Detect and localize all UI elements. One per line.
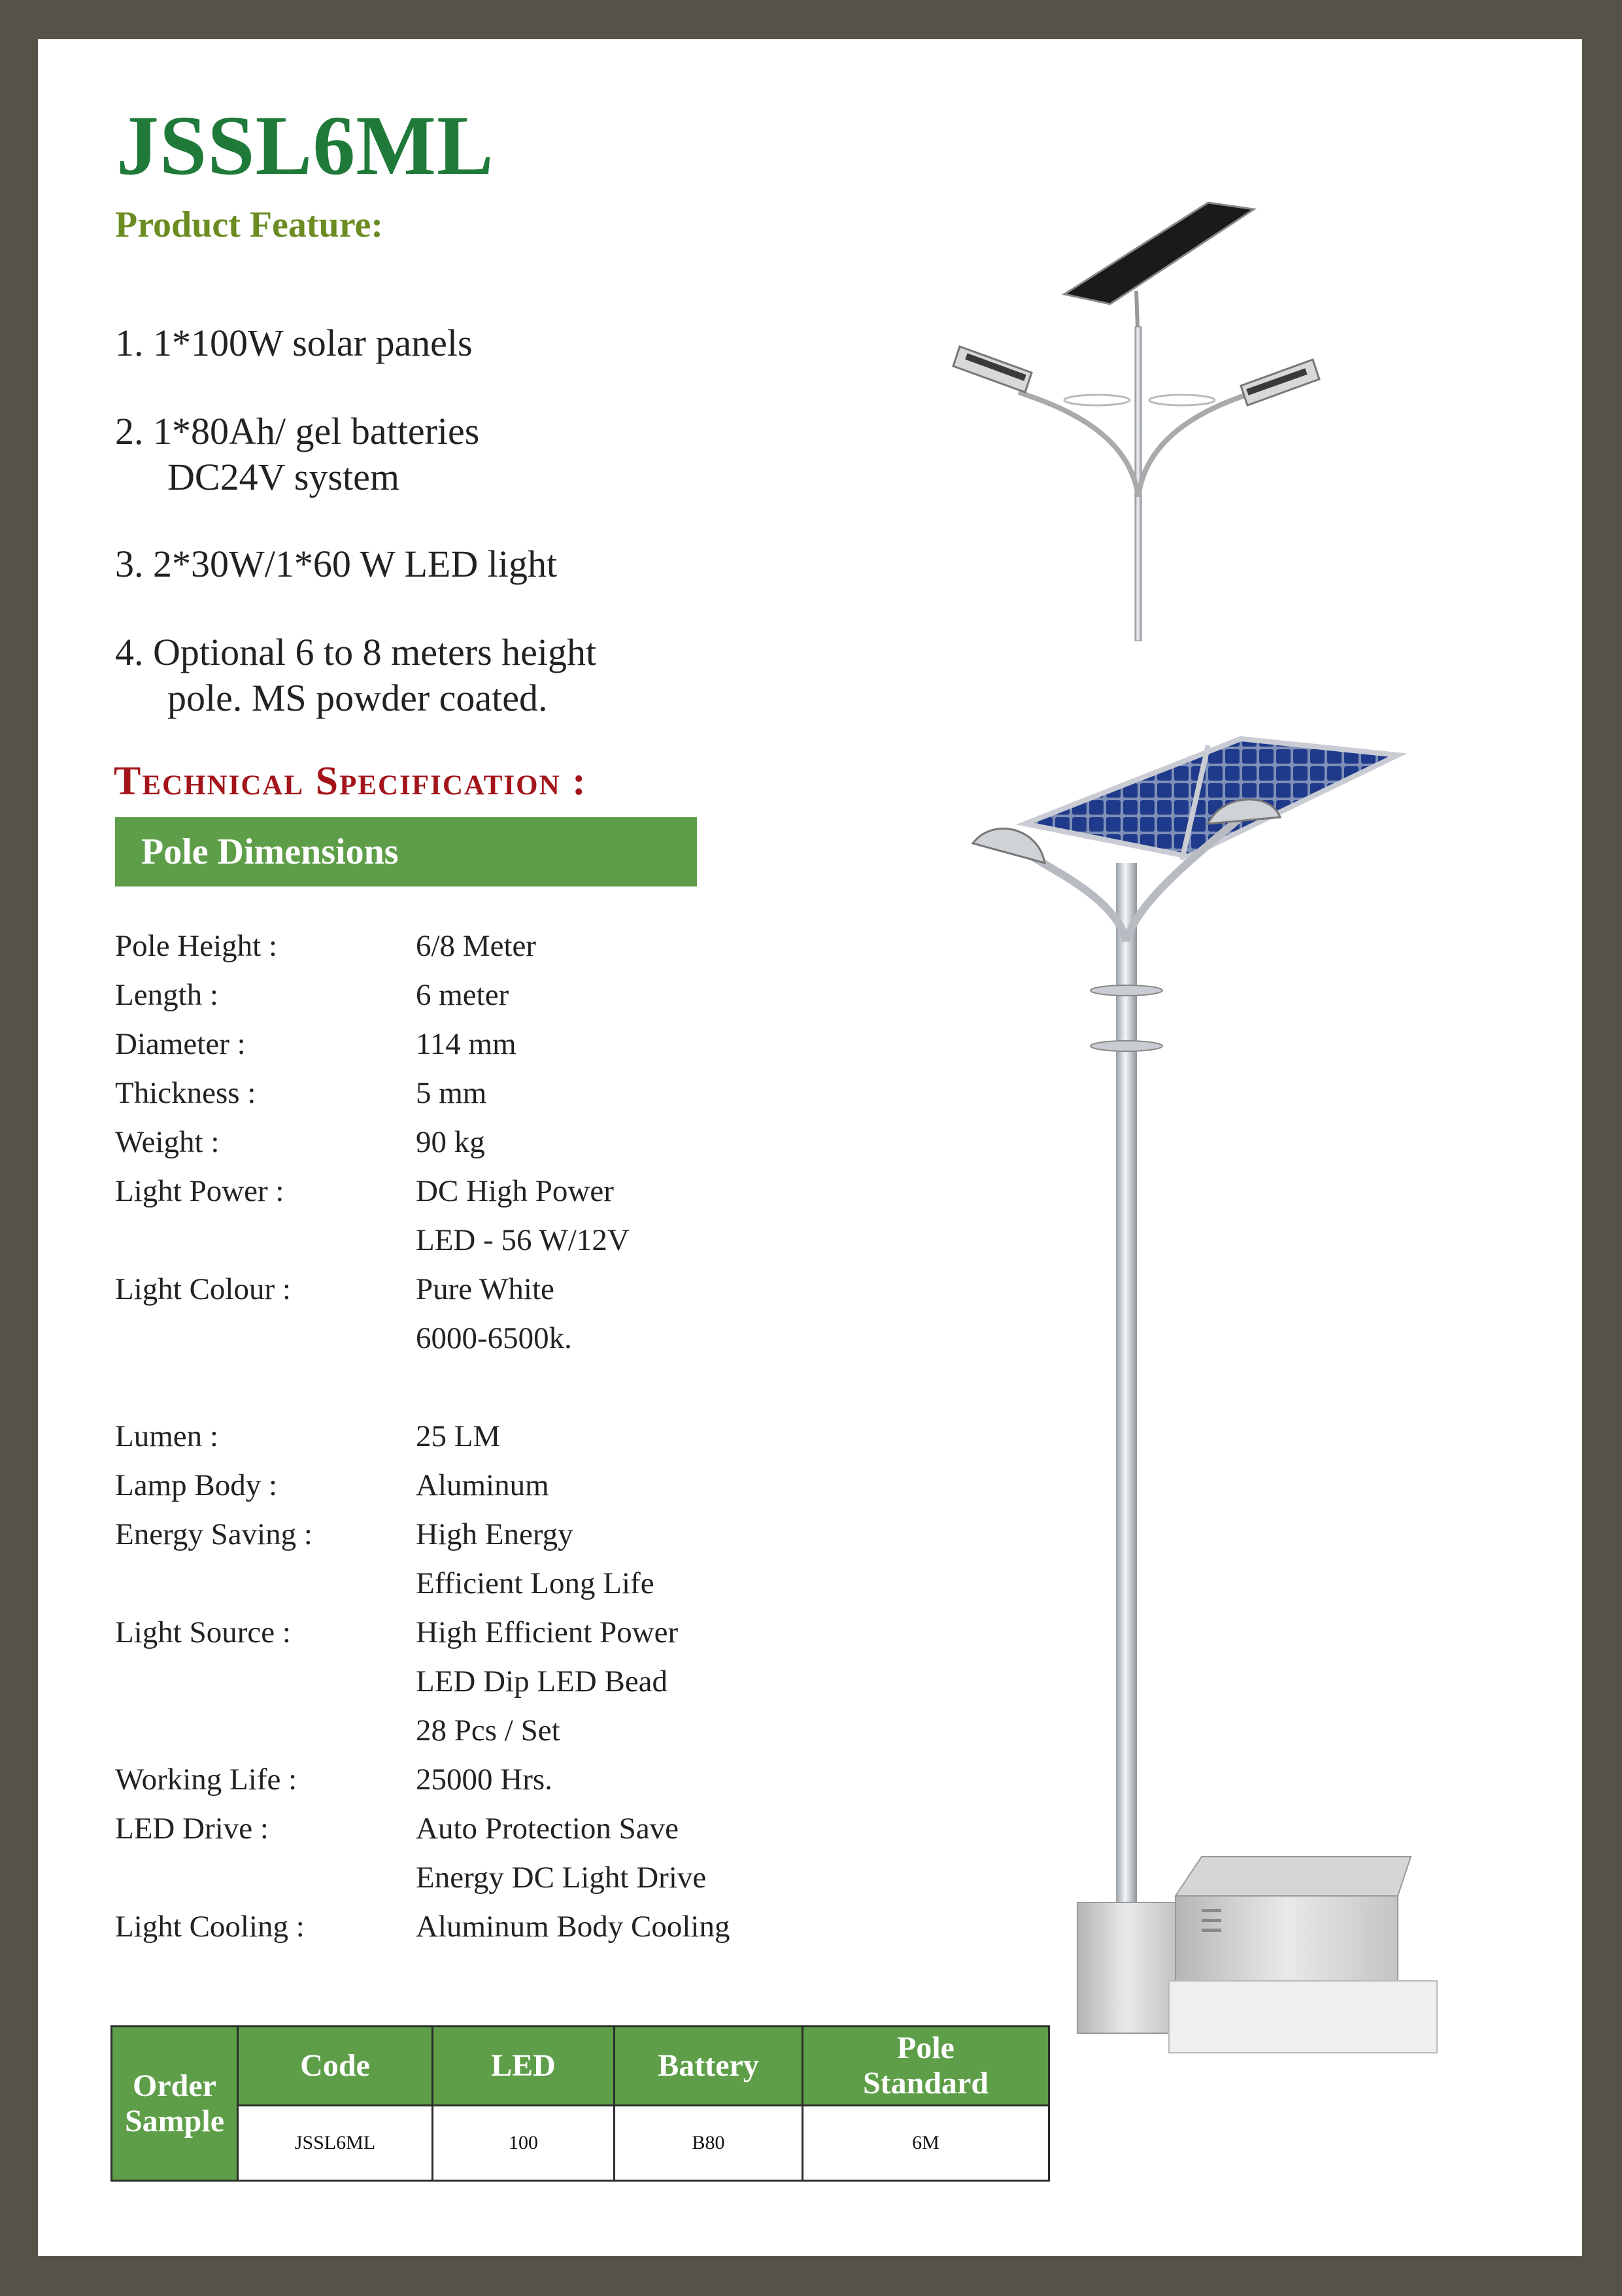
spec-label: Thickness :: [115, 1076, 256, 1110]
spec-label: Lumen :: [115, 1419, 218, 1453]
spec-label: Light Colour :: [115, 1272, 291, 1306]
spec-label: Light Power :: [115, 1174, 284, 1208]
order-sample-line1: Order: [133, 2068, 216, 2103]
pole-standard-line1: Pole: [897, 2031, 955, 2065]
feature-text-continued: DC24V system: [167, 456, 400, 498]
code-value: JSSL6ML: [238, 2106, 433, 2181]
code-header: Code: [238, 2027, 433, 2106]
technical-specification-heading: Technical Specification :: [114, 759, 587, 803]
product-feature-heading: Product Feature:: [115, 205, 384, 245]
pole-standard-header: [803, 2027, 1049, 2106]
feature-item: [115, 320, 473, 366]
spec-value: 114 mm: [416, 1027, 516, 1061]
spec-label: Working Life :: [115, 1763, 297, 1797]
spec-value: 25000 Hrs.: [416, 1763, 552, 1797]
spec-value: Aluminum: [416, 1468, 549, 1502]
spec-value: Energy DC Light Drive: [416, 1861, 707, 1895]
product-title: JSSL6ML: [116, 99, 494, 193]
led-header: LED: [433, 2027, 615, 2106]
spec-value: LED Dip LED Bead: [416, 1664, 668, 1698]
spec-value: 6000-6500k.: [416, 1321, 572, 1355]
spec-label: Pole Height :: [115, 929, 278, 963]
feature-text-continued: pole. MS powder coated.: [167, 677, 548, 719]
spec-value: Auto Protection Save: [416, 1812, 679, 1846]
spec-label: Light Cooling :: [115, 1910, 305, 1944]
spec-value: 28 Pcs / Set: [416, 1714, 560, 1747]
feature-item: [115, 409, 479, 500]
small-street-light: [953, 203, 1319, 641]
spec-value: LED - 56 W/12V: [416, 1223, 630, 1257]
document-sheet: [38, 39, 1582, 2256]
spec-value: 5 mm: [416, 1076, 487, 1110]
order-sample-line2: Sample: [124, 2103, 224, 2138]
pole-standard-line2: Standard: [862, 2066, 989, 2101]
order-sample-header: [112, 2027, 238, 2181]
solar-street-light-illustration: [901, 170, 1489, 2066]
pole-dimensions-bar: Pole Dimensions: [115, 817, 697, 886]
spec-label: LED Drive :: [115, 1812, 269, 1846]
feature-text: 2. 1*80Ah/ gel batteries: [115, 410, 480, 452]
feature-text: 4. Optional 6 to 8 meters height: [115, 631, 597, 673]
spec-label: Weight :: [115, 1125, 220, 1159]
spec-value: DC High Power: [416, 1174, 614, 1208]
spec-value: Efficient Long Life: [416, 1566, 654, 1600]
feature-item: [115, 541, 557, 587]
spec-label: Length :: [115, 978, 218, 1012]
battery-header: Battery: [615, 2027, 803, 2106]
spec-label: Lamp Body :: [115, 1468, 278, 1502]
feature-item: [115, 630, 596, 721]
spec-value: 90 kg: [416, 1125, 485, 1159]
spec-label: Energy Saving :: [115, 1517, 313, 1551]
battery-value: B80: [615, 2106, 803, 2181]
feature-text: 1. 1*100W solar panels: [115, 322, 473, 364]
spec-label: Light Source :: [115, 1615, 291, 1649]
spec-value: Pure White: [416, 1272, 554, 1306]
spec-label: Diameter :: [115, 1027, 246, 1061]
feature-text: 3. 2*30W/1*60 W LED light: [115, 543, 558, 585]
order-sample-table: [110, 2025, 1050, 2182]
pole-standard-value: 6M: [803, 2106, 1049, 2181]
spec-value: Aluminum Body Cooling: [416, 1910, 730, 1944]
spec-value: 6 meter: [416, 978, 509, 1012]
spec-value: 25 LM: [416, 1419, 501, 1453]
spec-value: 6/8 Meter: [416, 929, 537, 963]
led-value: 100: [433, 2106, 615, 2181]
spec-value: High Efficient Power: [416, 1615, 679, 1649]
street-light-with-battery-box: [973, 739, 1437, 2053]
spec-value: High Energy: [416, 1517, 573, 1551]
